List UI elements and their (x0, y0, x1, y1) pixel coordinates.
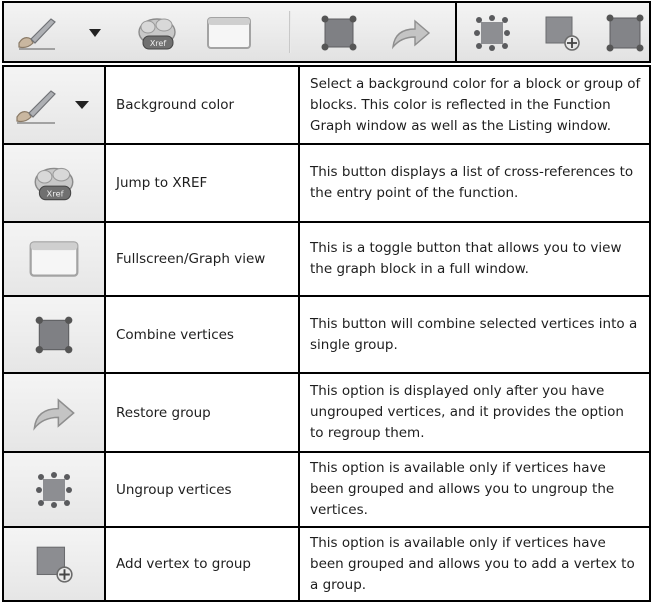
toolbar-separator (289, 11, 291, 53)
svg-text:Xref: Xref (149, 39, 167, 48)
command-name: Jump to XREF (105, 144, 299, 222)
table-row (3, 373, 650, 452)
command-description: This button will combine selected vertices into a single group. (299, 296, 650, 373)
command-description: This option is available only if vertices have been grouped and allows you to ungroup the vertices. (299, 452, 650, 527)
table-row (3, 222, 650, 296)
combine-vertices-icon[interactable] (314, 9, 364, 57)
xref-cloud-icon (29, 161, 79, 205)
dropdown-arrow-icon[interactable] (80, 9, 110, 57)
command-name: Restore group (105, 373, 299, 452)
restore-arrow-icon[interactable] (386, 9, 436, 57)
window-icon[interactable] (204, 9, 254, 57)
command-name: Combine vertices (105, 296, 299, 373)
icon-cell (3, 296, 105, 373)
command-description: Select a background color for a block or group of blocks. This color is reflected in the Function Graph window as well as the Listing window. (299, 66, 650, 144)
toolbar-divider (455, 3, 457, 61)
command-name: Add vertex to group (105, 527, 299, 601)
function-graph-toolbar (2, 1, 651, 63)
command-name: Background color (105, 66, 299, 144)
add-vertex-icon (33, 543, 75, 585)
icon-cell (3, 527, 105, 601)
xref-cloud-icon[interactable] (132, 9, 182, 57)
table-row (3, 296, 650, 373)
icon-cell (3, 66, 105, 144)
command-name: Ungroup vertices (105, 452, 299, 527)
paintbrush-dropdown-icon (9, 83, 99, 127)
add-vertex-icon[interactable] (537, 9, 587, 57)
icon-cell (3, 373, 105, 452)
ungroup-vertices-icon[interactable] (467, 9, 517, 57)
command-description: This option is available only if vertices have been grouped and allows you to add a vertex to a group. (299, 527, 650, 601)
icon-cell (3, 144, 105, 222)
command-name: Fullscreen/Graph view (105, 222, 299, 296)
command-description: This is a toggle button that allows you to view the graph block in a full window. (299, 222, 650, 296)
ungroup-vertices-icon (34, 470, 74, 510)
restore-arrow-icon (30, 393, 78, 433)
table-row (3, 452, 650, 527)
group-square-icon[interactable] (600, 9, 650, 57)
table-row (3, 144, 650, 222)
combine-vertices-icon (33, 314, 75, 356)
command-reference-table (2, 65, 651, 602)
paintbrush-icon[interactable] (12, 9, 62, 57)
table-row (3, 66, 650, 144)
icon-cell (3, 452, 105, 527)
window-icon (27, 239, 81, 279)
table-row (3, 527, 650, 601)
svg-text:Xref: Xref (46, 188, 64, 199)
reference-sheet (2, 1, 651, 609)
command-description: This option is displayed only after you have ungrouped vertices, and it provides the option to regroup them. (299, 373, 650, 452)
icon-cell (3, 222, 105, 296)
command-description: This button displays a list of cross-references to the entry point of the function. (299, 144, 650, 222)
